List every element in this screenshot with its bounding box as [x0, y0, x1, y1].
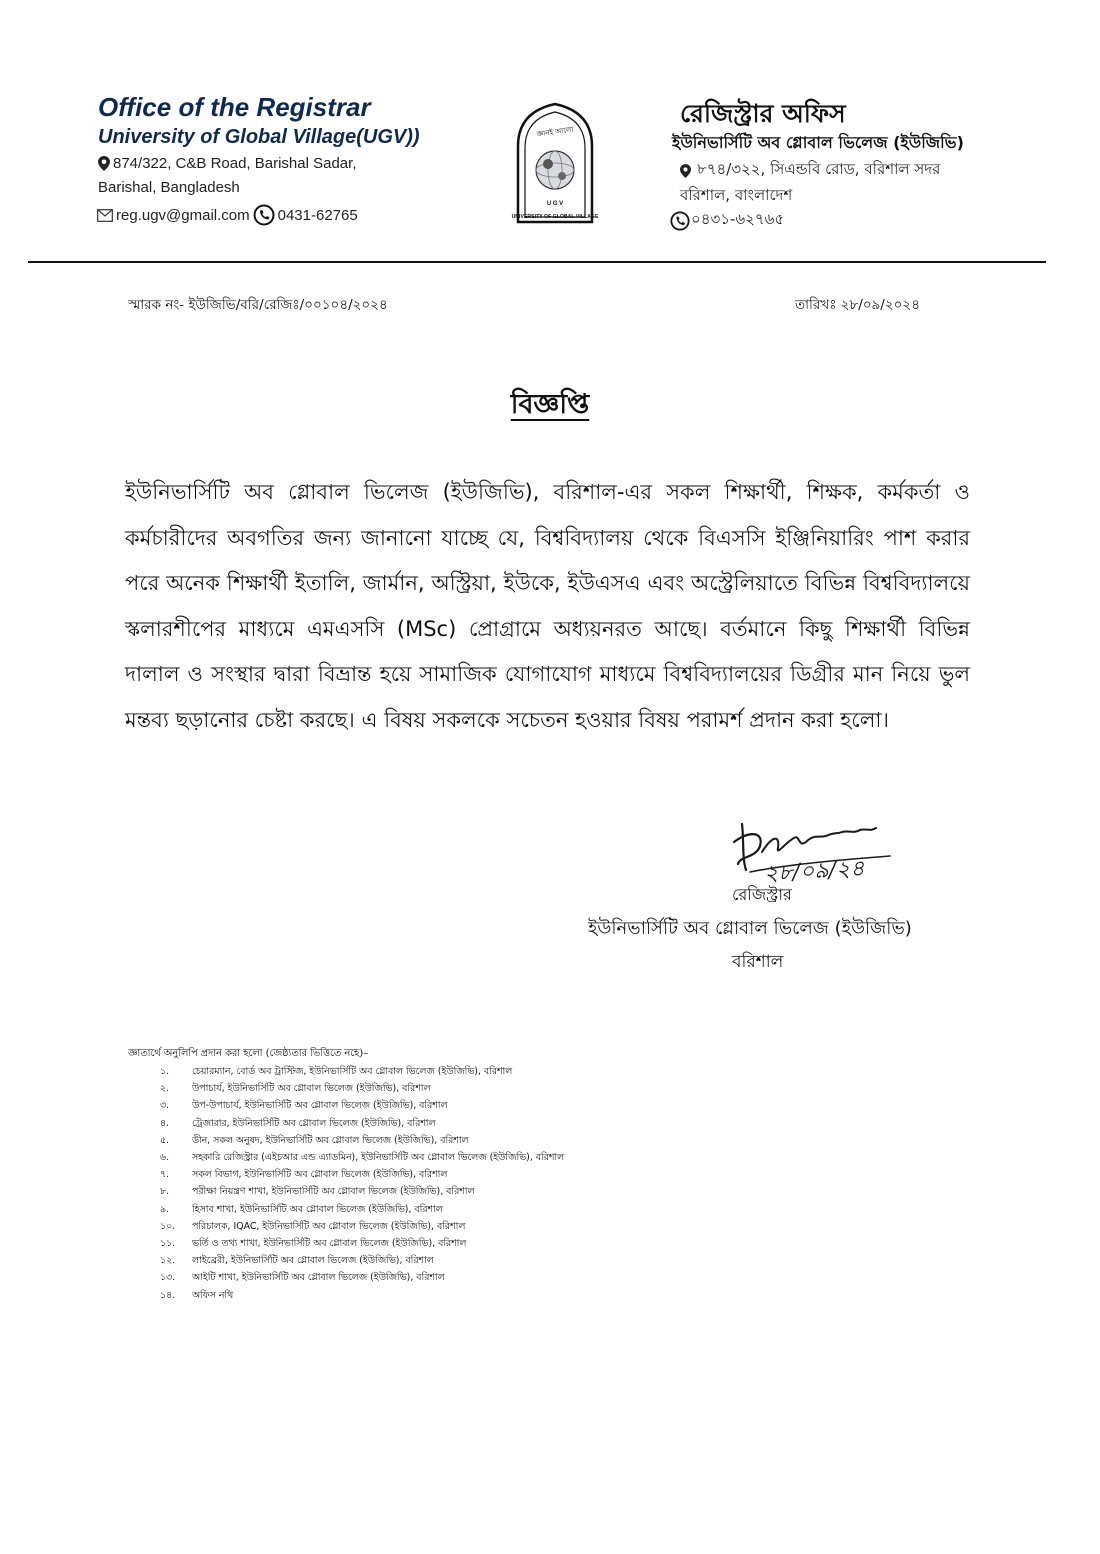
memo-date: তারিখঃ ২৮/০৯/২০২৪	[795, 297, 920, 313]
university-logo	[510, 100, 600, 234]
email-icon	[97, 209, 113, 222]
list-item: ১৩. আইটি শাখা, ইউনিভার্সিটি অব গ্লোবাল ভিলেজ (ইউজিভি), বরিশাল	[160, 1272, 445, 1284]
list-item: ২. উপাচার্য, ইউনিভার্সিটি অব গ্লোবাল ভিলেজ (ইউজিভি), বরিশাল	[160, 1083, 431, 1095]
copies-list	[160, 1063, 564, 1304]
office-title-en: Office of the Registrar	[98, 92, 371, 122]
list-item: ৪. ট্রেজারার, ইউনিভার্সিটি অব গ্লোবাল ভিলেজ (ইউজিভি), বরিশাল	[160, 1117, 436, 1129]
list-item: ৯. হিসাব শাখা, ইউনিভার্সিটি অব গ্লোবাল ভিলেজ (ইউজিভি), বরিশাল	[160, 1203, 443, 1215]
university-name-en: University of Global Village(UGV))	[98, 126, 420, 148]
phone-number-en: 0431-62765	[277, 206, 358, 224]
signatory-university: ইউনিভার্সিটি অব গ্লোবাল ভিলেজ (ইউজিভি)	[588, 918, 912, 939]
logo-letters: U G V	[546, 201, 564, 207]
signature-date: ২৮/০৯/২৪	[763, 856, 866, 887]
contact-bn-line	[670, 208, 784, 233]
phone-icon	[670, 211, 690, 231]
logo-caption: UNIVERSITY OF GLOBAL VILLAGE	[511, 214, 599, 220]
list-item: ১৪. অফিস নথি	[160, 1289, 234, 1301]
contact-en-line	[97, 204, 358, 226]
logo-motto: জ্ঞানই আলো	[536, 125, 574, 139]
list-item: ৭. সকল বিভাগ, ইউনিভার্সিটি অব গ্লোবাল ভিলেজ (ইউজিভি), বরিশাল	[160, 1169, 448, 1181]
address-en-line1	[98, 155, 357, 172]
signatory-place: বরিশাল	[732, 952, 784, 972]
notice-body: ইউনিভার্সিটি অব গ্লোবাল ভিলেজ (ইউজিভি), বরিশাল-এর সকল শিক্ষার্থী, শিক্ষক, কর্মকর্তা ও কর্মচারীদের অবগতির জন্য জানানো যাচ্ছে যে, বিশ্ববিদ্যালয় থেকে বিএসসি ইঞ্জিনিয়ারিং পাশ করার পরে অনেক শিক্ষার্থী ইতালি, জার্মান, অস্ট্রিয়া, ইউকে, ইউএসএ এবং অস্ট্রেলিয়াতে বিভিন্ন বিশ্ববিদ্যালয়ে স্কলারশীপের মাধ্যমে এমএসসি (MSc) প্রোগ্রামে অধ্যয়নরত আছে। বর্তমানে কিছু শিক্ষার্থী বিভিন্ন দালাল ও সংস্থার দ্বারা বিভ্রান্ত হয়ে সামাজিক যোগাযোগ মাধ্যমে বিশ্ববিদ্যালয়ের ডিগ্রীর মান নিয়ে ভুল মন্তব্য ছড়ানোর চেষ্টা করছে। এ বিষয় সকলকে সচেতন হওয়ার বিষয় পরামর্শ প্রদান করা হলো।	[125, 480, 970, 732]
address-bn-text1: ৮৭৪/৩২২, সিএন্ডবি রোড, বরিশাল সদর	[697, 160, 941, 178]
copies-heading: জ্ঞাতার্থে অনুলিপি প্রদান করা হলো (জেষ্ঠ্যতার ভিত্তিতে নহে)–	[128, 1048, 369, 1059]
list-item: ৬. সহকারি রেজিস্ট্রার (এইচআর এন্ড এ্যাডমিন), ইউনিভার্সিটি অব গ্লোবাল ভিলেজ (ইউজিভি), বরিশাল	[160, 1152, 565, 1164]
list-item: ১০. পরিচালক, IQAC, ইউনিভার্সিটি অব গ্লোবাল ভিলেজ (ইউজিভি), বরিশাল	[160, 1220, 466, 1232]
address-en-text2: Barishal, Bangladesh	[98, 179, 240, 196]
university-name-bn: ইউনিভার্সিটি অব গ্লোবাল ভিলেজ (ইউজিভি)	[672, 133, 964, 152]
location-pin-icon	[98, 156, 110, 171]
phone-number-bn: ০৪৩১-৬২৭৬৫	[691, 210, 785, 228]
address-bn-line1	[680, 158, 940, 183]
memo-reference: স্মারক নং- ইউজিভি/বরি/রেজিঃ/০০১০৪/২০২৪	[128, 297, 388, 313]
list-item: ১২. লাইব্রেরী, ইউনিভার্সিটি অব গ্লোবাল ভিলেজ (ইউজিভি), বরিশাল	[160, 1255, 434, 1267]
signatory-role: রেজিস্ট্রার	[732, 885, 792, 904]
list-item: ৮. পরীক্ষা নিয়ন্ত্রণ শাখা, ইউনিভার্সিটি অব গ্লোবাল ভিলেজ (ইউজিভি), বরিশাল	[160, 1186, 475, 1198]
phone-icon	[253, 204, 275, 226]
address-bn-text2: বরিশাল, বাংলাদেশ	[680, 186, 793, 204]
header-divider	[28, 261, 1046, 263]
list-item: ৫. ডীন, সকল অনুষদ, ইউনিভার্সিটি অব গ্লোবাল ভিলেজ (ইউজিভি), বরিশাল	[160, 1134, 469, 1146]
email-address: reg.ugv@gmail.com	[116, 206, 250, 224]
address-en-text1: 874/322, C&B Road, Barishal Sadar,	[113, 155, 357, 172]
location-pin-icon	[680, 164, 691, 178]
notice-title-wrap	[0, 384, 1100, 429]
office-title-bn: রেজিস্ট্রার অফিস	[680, 99, 846, 128]
notice-title: বিজ্ঞপ্তি	[510, 389, 590, 420]
list-item: ১১. ভর্তি ও তথ্য শাখা, ইউনিভার্সিটি অব গ্লোবাল ভিলেজ (ইউজিভি), বরিশাল	[160, 1238, 467, 1250]
list-item: ৩. উপ-উপাচার্য, ইউনিভার্সিটি অব গ্লোবাল ভিলেজ (ইউজিভি), বরিশাল	[160, 1100, 448, 1112]
list-item: ১. চেয়ারম্যান, বোর্ড অব ট্রাস্টিজ, ইউনিভার্সিটি অব গ্লোবাল ভিলেজ (ইউজিভি), বরিশাল	[160, 1066, 513, 1077]
